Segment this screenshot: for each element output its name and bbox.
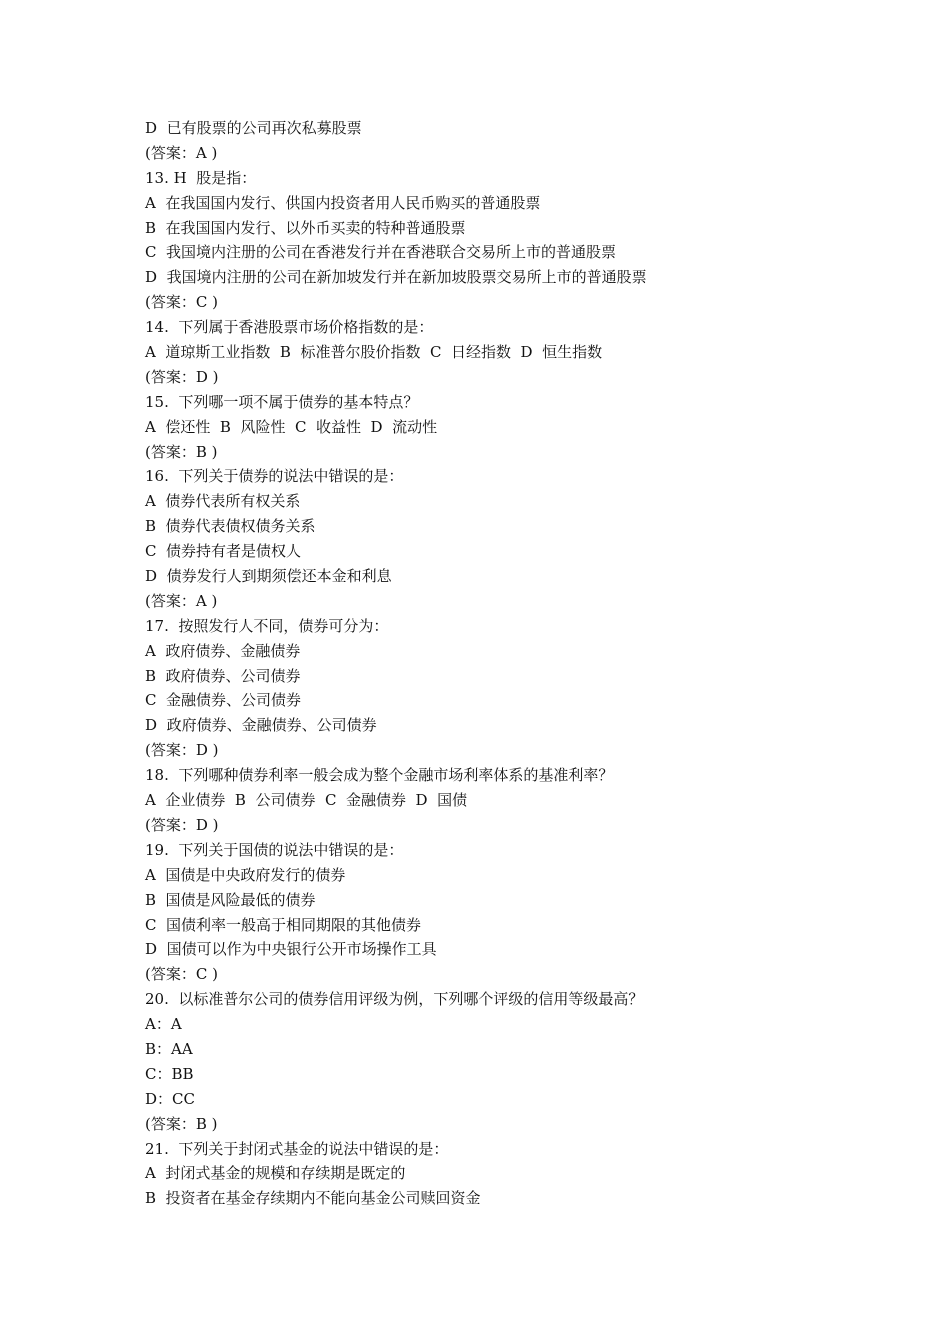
question-14: 14. 下列属于香港股票市场价格指数的是： [145, 318, 434, 337]
answer-q19: (答案：C ) [145, 965, 218, 984]
option-a-q21: A 封闭式基金的规模和存续期是既定的 [145, 1164, 406, 1183]
option-d-q20: D：CC [145, 1089, 195, 1108]
question-20: 20. 以标准普尔公司的债券信用评级为例，下列哪个评级的信用等级最高？ [145, 990, 644, 1009]
document-page [145, 116, 905, 1211]
option-d-q16: D 债券发行人到期须偿还本金和利息 [145, 567, 392, 586]
answer-q16: (答案：A ) [145, 591, 218, 610]
option-a-q16: A 债券代表所有权关系 [145, 492, 301, 511]
option-c-q17: C 金融债券、公司债券 [145, 691, 302, 710]
option-d-q19: D 国债可以作为中央银行公开市场操作工具 [145, 940, 437, 959]
answer-q14: (答案：D ) [145, 367, 219, 386]
option-d-q17: D 政府债券、金融债券、公司债券 [145, 716, 377, 735]
answer-q20: (答案：B ) [145, 1114, 218, 1133]
option-c-q16: C 债券持有者是债权人 [145, 542, 302, 561]
question-21: 21. 下列关于封闭式基金的说法中错误的是： [145, 1139, 449, 1158]
option-b-q16: B 债券代表债权债务关系 [145, 517, 316, 536]
option-b-q20: B：AA [145, 1039, 193, 1058]
question-17: 17. 按照发行人不同，债券可分为： [145, 616, 389, 635]
option-b-q17: B 政府债券、公司债券 [145, 666, 301, 685]
option-b-q21: B 投资者在基金存续期内不能向基金公司赎回资金 [145, 1189, 481, 1208]
answer-q15: (答案：B ) [145, 442, 218, 461]
question-19: 19. 下列关于国债的说法中错误的是： [145, 840, 404, 859]
answer-q12: (答案：A ) [145, 143, 218, 162]
options-q15: A 偿还性 B 风险性 C 收益性 D 流动性 [145, 417, 438, 436]
option-d-q13: D 我国境内注册的公司在新加坡发行并在新加坡股票交易所上市的普通股票 [145, 268, 647, 287]
question-18: 18. 下列哪种债券利率一般会成为整个金融市场利率体系的基准利率？ [145, 766, 614, 785]
options-q14: A 道琼斯工业指数 B 标准普尔股价指数 C 日经指数 D 恒生指数 [145, 343, 603, 362]
option-d-q12: D 已有股票的公司再次私募股票 [145, 119, 362, 137]
option-a-q13: A 在我国国内发行、供国内投资者用人民币购买的普通股票 [145, 193, 541, 212]
option-b-q13: B 在我国国内发行、以外币买卖的特种普通股票 [145, 218, 466, 237]
options-q18: A 企业债券 B 公司债券 C 金融债券 D 国债 [145, 791, 468, 810]
question-16: 16. 下列关于债券的说法中错误的是： [145, 467, 404, 486]
question-15: 15. 下列哪一项不属于债券的基本特点？ [145, 392, 419, 411]
option-a-q20: A：A [145, 1015, 182, 1034]
option-a-q17: A 政府债券、金融债券 [145, 641, 301, 660]
option-a-q19: A 国债是中央政府发行的债券 [145, 865, 346, 884]
question-13: 13. H 股是指： [145, 168, 257, 187]
answer-q17: (答案：D ) [145, 741, 219, 760]
answer-q13: (答案：C ) [145, 293, 218, 312]
option-c-q13: C 我国境内注册的公司在香港发行并在香港联合交易所上市的普通股票 [145, 243, 617, 262]
option-c-q19: C 国债利率一般高于相同期限的其他债券 [145, 915, 422, 934]
option-b-q19: B 国债是风险最低的债券 [145, 890, 316, 909]
option-c-q20: C：BB [145, 1064, 194, 1083]
answer-q18: (答案：D ) [145, 815, 219, 834]
